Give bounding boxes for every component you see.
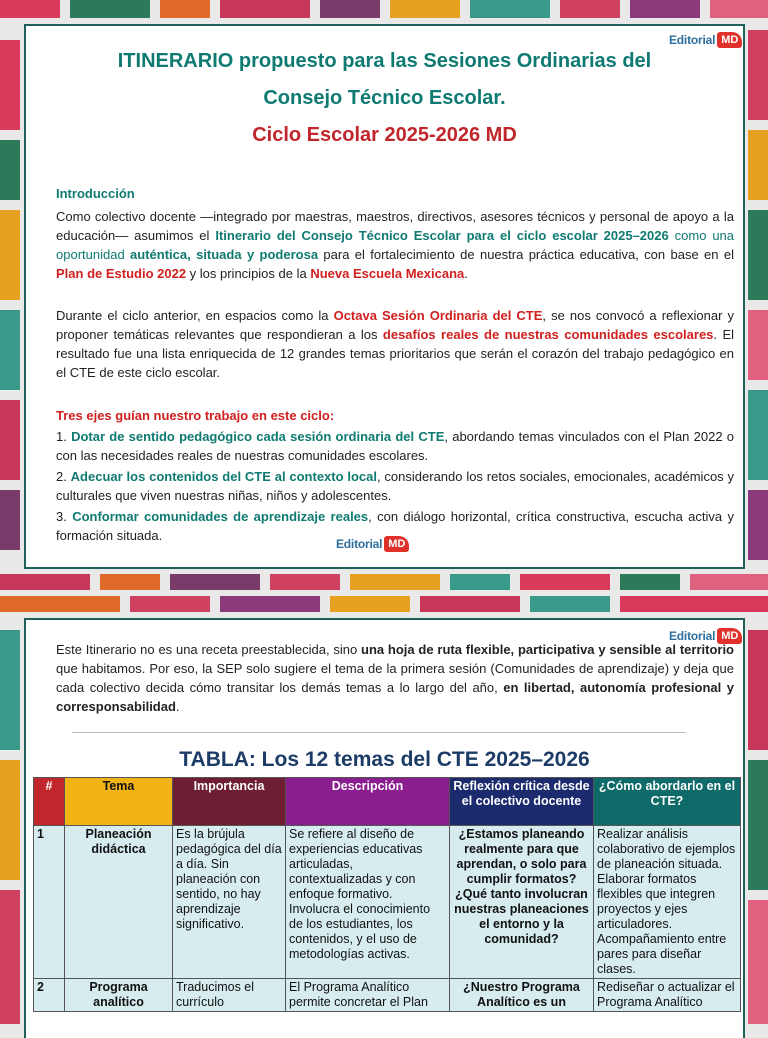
header-descripcion: Descripción xyxy=(286,778,450,826)
editorial-md-logo-footer: Editorial MD xyxy=(336,536,409,552)
header-reflexion: Reflexión crítica desde el colectivo docente xyxy=(450,778,594,826)
axis-item-1: 1. Dotar de sentido pedagógico cada sesión ordinaria del CTE, abordando temas vinculados con el Plan 2022 o con las necesidades reales de nuestras comunidades escolares. xyxy=(56,429,735,463)
cell-tema: Programa analítico xyxy=(65,979,173,1012)
cell-num: 1 xyxy=(34,826,65,979)
title-line-2: Consejo Técnico Escolar. xyxy=(263,87,506,109)
table-row xyxy=(34,979,741,1012)
cell-tema: Planeación didáctica xyxy=(65,826,173,979)
divider xyxy=(72,732,686,733)
table-row xyxy=(34,826,741,979)
document-page-2 xyxy=(24,618,745,1038)
axis-item-2: 2. Adecuar los contenidos del CTE al contexto local, considerando los retos sociales, emocionales, académicos y culturales que viven nuestras niñas, niños y adolescentes. xyxy=(56,469,734,503)
axes-list xyxy=(56,427,734,545)
cell-abordar: Rediseñar o actualizar el Programa Analítico xyxy=(594,979,741,1012)
axes-heading: Tres ejes guían nuestro trabajo en este ciclo: xyxy=(56,408,335,423)
title-cycle: Ciclo Escolar 2025-2026 MD xyxy=(252,124,517,146)
document-page-1 xyxy=(24,24,745,569)
intro-paragraph: Como colectivo docente —integrado por maestras, maestros, directivos, asesores técnicos y personal de apoyo a la educación— asumimos el Itinerario del Consejo Técnico Escolar para el ciclo escolar 2025–2026 como una oportunidad auténtica, situada y poderosa para el fortalecimiento de nuestra práctica educativa, con base en el Plan de Estudio 2022 y los principios de la Nueva Escuela Mexicana. xyxy=(56,209,735,281)
table-header-row xyxy=(34,778,741,826)
cell-importancia: Es la brújula pedagógica del día a día. Sin planeación con sentido, no hay aprendizaje significativo. xyxy=(173,826,286,979)
editorial-md-logo: Editorial MD xyxy=(669,32,742,48)
cell-descripcion: El Programa Analítico permite concretar el Plan xyxy=(286,979,450,1012)
themes-table xyxy=(33,777,741,1012)
itinerary-paragraph: Este Itinerario no es una receta preestablecida, sino una hoja de ruta flexible, participativa y sensible al territorio que habitamos. Por eso, la SEP solo sugiere el tema de la primera sesión (Comunidades de aprendizaje) y deja que cada colectivo decida cómo transitar los demás temas a lo largo del año, en libertad, autonomía profesional y corresponsabilidad. xyxy=(56,642,734,714)
axis-item-3: 3. Conformar comunidades de aprendizaje reales, con diálogo horizontal, crítica constructiva, escucha activa y formación situada. xyxy=(56,509,734,543)
editorial-md-logo: Editorial MD xyxy=(669,628,742,644)
cell-reflexion: ¿Nuestro Programa Analítico es un xyxy=(450,979,594,1012)
cell-abordar: Realizar análisis colaborativo de ejemplos de planeación situada. Elaborar formatos flexibles que integren proyectos y ejes articuladores. Acompañamiento entre pares para diseñar clases. xyxy=(594,826,741,979)
header-tema: Tema xyxy=(65,778,173,826)
cell-reflexion: ¿Estamos planeando realmente para que aprendan, o solo para cumplir formatos? ¿Qué tanto involucran nuestras planeaciones el entorno y la comunidad? xyxy=(450,826,594,979)
title-line-1: ITINERARIO propuesto para las Sesiones Ordinarias del xyxy=(117,50,652,72)
cell-importancia: Traducimos el currículo xyxy=(173,979,286,1012)
header-importancia: Importancia xyxy=(173,778,286,826)
header-abordar: ¿Cómo abordarlo en el CTE? xyxy=(594,778,741,826)
context-paragraph: Durante el ciclo anterior, en espacios como la Octava Sesión Ordinaria del CTE, se nos convocó a reflexionar y proponer temáticas relevantes que respondieran a los desafíos reales de nuestras comunidades escolares. El resultado fue una lista enriquecida de 12 grandes temas prioritarios que serán el corazón del trabajo pedagógico en el CTE de este ciclo escolar. xyxy=(56,308,734,380)
cell-descripcion: Se refiere al diseño de experiencias educativas articuladas, contextualizadas y con enfoque formativo. Involucra el conocimiento de los estudiantes, los contenidos, y el uso de metodologías activas. xyxy=(286,826,450,979)
header-num: # xyxy=(34,778,65,826)
table-title: TABLA: Los 12 temas del CTE 2025–2026 xyxy=(179,748,590,771)
intro-heading: Introducción xyxy=(56,186,135,201)
cell-num: 2 xyxy=(34,979,65,1012)
